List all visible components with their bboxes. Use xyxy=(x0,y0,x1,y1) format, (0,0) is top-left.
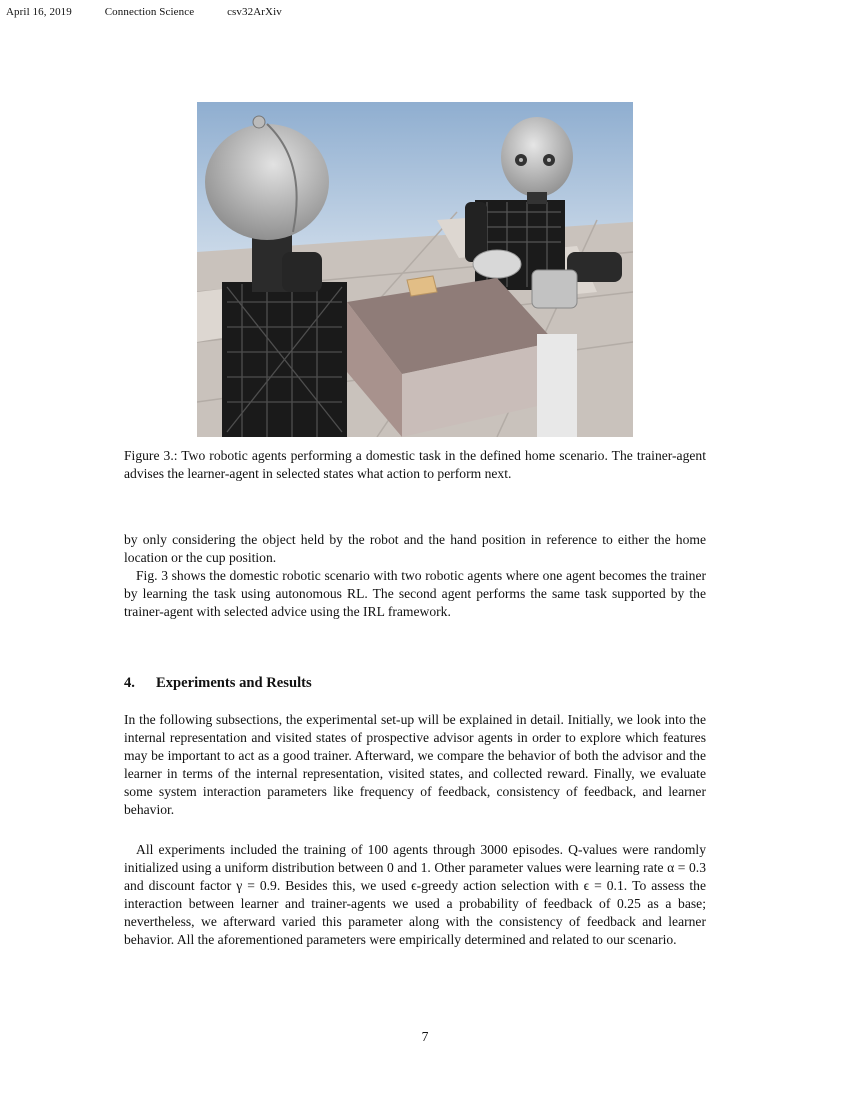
figure-caption: Figure 3.: Two robotic agents performing a domestic task in the defined home scenario. The trainer-agent advises the learner-agent in selected states what action to perform next. xyxy=(124,448,706,481)
header-source: csv32ArXiv xyxy=(227,6,282,18)
body-paragraph-2: Fig. 3 shows the domestic robotic scenario with two robotic agents where one agent becomes the trainer by learning the task using autonomous RL. The second agent performs the same task supported by the trainer-agent with selected advice using the IRL framework. xyxy=(124,568,706,619)
robot-scene-figure xyxy=(197,102,633,437)
robot-scene-illustration xyxy=(197,102,633,437)
header-journal: Connection Science xyxy=(104,6,195,18)
section-title: Experiments and Results xyxy=(156,675,312,691)
section-paragraph-2: All experiments included the training of 100 agents through 3000 episodes. Q-values were randomly initialized using a uniform distribution between 0 and 1. Other parameter values were learning rate α = 0.3 and discount factor γ = 0.9. Besides this, we used ϵ-greedy action selection with ϵ = 0.1. To assess the interaction between learner and trainer-agents we used a probability of feedback of 0.25 as a base; nevertheless, we afterward varied this parameter along with the consistency of feedback and learner behavior. All the aforementioned parameters were empirically determined and related to our scenario. xyxy=(124,842,706,947)
body-paragraph-1: by only considering the object held by the robot and the hand position in reference to either the home location or the cup position. xyxy=(124,532,706,565)
running-header xyxy=(6,6,312,18)
section-paragraph-1: In the following subsections, the experimental set-up will be explained in detail. Initially, we look into the internal representation and visited states of prospective advisor agents in order to explore which features may be important to act as a good trainer. Afterward, we compare the behavior of both the advisor and the learner in terms of the internal representation, visited states, and collected reward. Finally, we evaluate some system interaction parameters like frequency of feedback, consistency of feedback, and learner behavior. xyxy=(124,712,706,817)
section-heading xyxy=(124,675,312,692)
header-date: April 16, 2019 xyxy=(6,6,72,18)
page-number: 7 xyxy=(421,1029,429,1044)
section-number: 4. xyxy=(124,675,135,691)
